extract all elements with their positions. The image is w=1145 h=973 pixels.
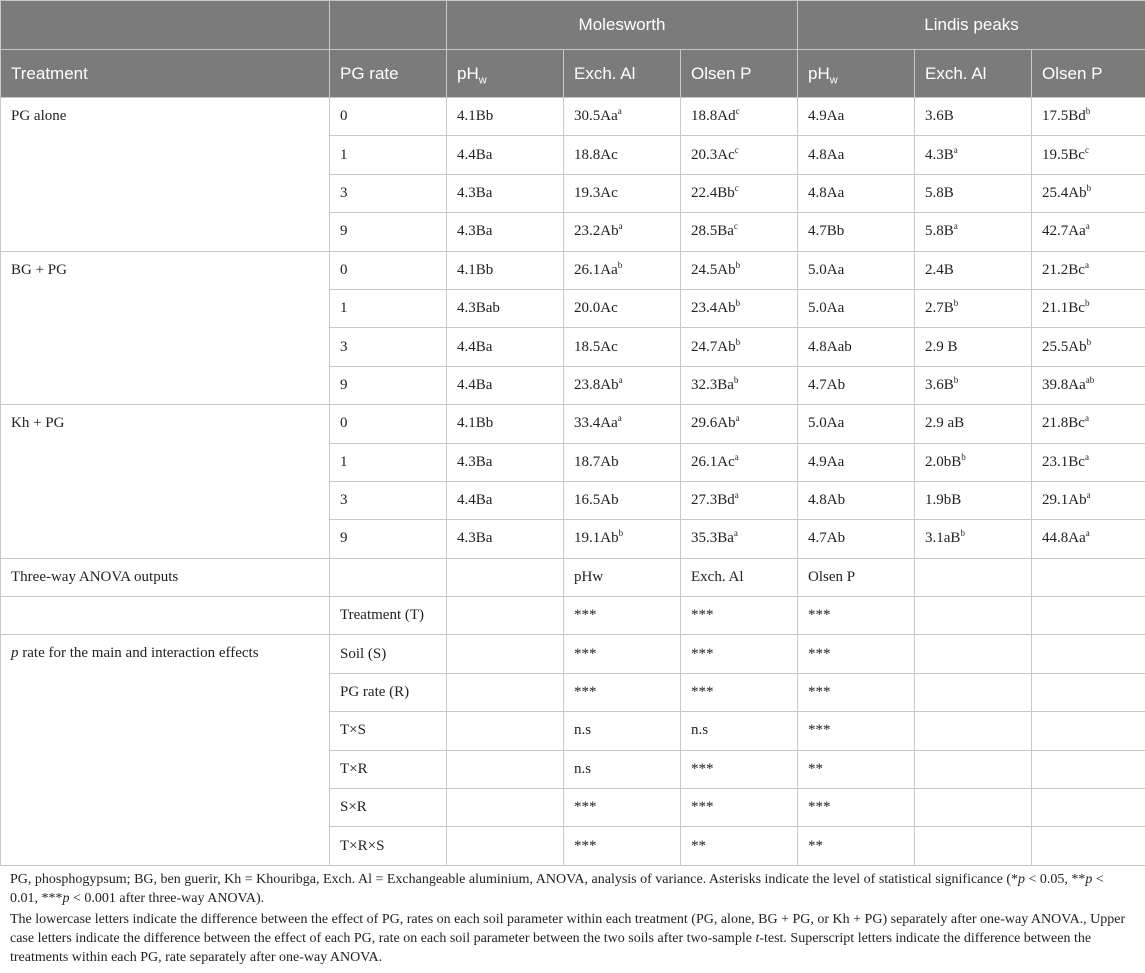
lindis-ph-cell: 4.9Aa <box>798 98 915 136</box>
anova-olsen-p-value: *** <box>798 789 915 827</box>
treatment-label: BG + PG <box>1 251 330 405</box>
lindis-ph-cell: 4.9Aa <box>798 443 915 481</box>
header-pg-rate: PG rate <box>330 50 447 98</box>
anova-olsen-p-value: *** <box>798 712 915 750</box>
molesworth-exch-al-cell: 23.8Ab$^a$ <box>564 366 681 404</box>
molesworth-ph-cell: 4.1Bb <box>447 98 564 136</box>
pg-rate-cell: 1 <box>330 289 447 327</box>
anova-blank <box>915 597 1032 635</box>
anova-exch-al-value: *** <box>681 673 798 711</box>
anova-blank <box>915 827 1032 865</box>
molesworth-exch-al-cell: 19.1Ab$^b$ <box>564 520 681 558</box>
anova-blank <box>1032 712 1145 750</box>
anova-effect-name: Treatment (T) <box>330 597 447 635</box>
pg-rate-cell: 1 <box>330 136 447 174</box>
anova-effect-name: T×R <box>330 750 447 788</box>
anova-blank <box>1032 827 1145 865</box>
anova-blank <box>915 635 1032 673</box>
lindis-ph-cell: 5.0Aa <box>798 251 915 289</box>
lindis-olsen-p-cell: 25.4Ab$^b$ <box>1032 174 1145 212</box>
anova-blank <box>1032 789 1145 827</box>
lindis-exch-al-cell: $2.0bB^b$ <box>915 443 1032 481</box>
molesworth-ph-cell: 4.3Ba <box>447 443 564 481</box>
molesworth-olsen-p-cell: 18.8Ad$^c$ <box>681 98 798 136</box>
lindis-exch-al-cell: $4.3B^a$ <box>915 136 1032 174</box>
molesworth-olsen-p-cell: 23.4Ab$^b$ <box>681 289 798 327</box>
anova-effect-name: T×S <box>330 712 447 750</box>
anova-blank <box>447 712 564 750</box>
lindis-ph-cell: 4.7Ab <box>798 366 915 404</box>
anova-effect-name: S×R <box>330 789 447 827</box>
molesworth-exch-al-cell: 18.7Ab <box>564 443 681 481</box>
anova-label-blank <box>1 597 330 635</box>
anova-title: Three-way ANOVA outputs <box>1 558 330 596</box>
anova-effect-name: T×R×S <box>330 827 447 865</box>
header-lindis-exch-al: Exch. Al <box>915 50 1032 98</box>
lindis-olsen-p-cell: 23.1Bc$^a$ <box>1032 443 1145 481</box>
anova-exch-al-value: *** <box>681 750 798 788</box>
header-row-columns <box>1 50 1145 98</box>
pg-rate-cell: 0 <box>330 98 447 136</box>
molesworth-olsen-p-cell: 24.7Ab$^b$ <box>681 328 798 366</box>
lindis-exch-al-cell: 1.9bB <box>915 481 1032 519</box>
anova-blank <box>447 597 564 635</box>
anova-exch-al-value: ** <box>681 827 798 865</box>
molesworth-exch-al-cell: 23.2Ab$^a$ <box>564 213 681 251</box>
anova-blank <box>330 558 447 596</box>
anova-blank <box>447 750 564 788</box>
header-molesworth-ph: $pH_w$ <box>447 50 564 98</box>
anova-blank <box>915 673 1032 711</box>
lindis-olsen-p-cell: 19.5Bc$^c$ <box>1032 136 1145 174</box>
lindis-olsen-p-cell: 44.8Aa$^a$ <box>1032 520 1145 558</box>
lindis-exch-al-cell: 2.9 B <box>915 328 1032 366</box>
anova-col-exch-al: Exch. Al <box>681 558 798 596</box>
anova-ph-value: *** <box>564 673 681 711</box>
anova-olsen-p-value: *** <box>798 673 915 711</box>
anova-blank <box>915 789 1032 827</box>
header-treatment: Treatment <box>1 50 330 98</box>
molesworth-olsen-p-cell: 20.3Ac$^c$ <box>681 136 798 174</box>
anova-exch-al-value: *** <box>681 597 798 635</box>
molesworth-olsen-p-cell: 35.3Ba$^a$ <box>681 520 798 558</box>
anova-blank <box>1032 673 1145 711</box>
anova-blank <box>447 558 564 596</box>
header-lindis-olsen-p: Olsen P <box>1032 50 1145 98</box>
table-row <box>1 251 1145 289</box>
table-footnotes <box>10 870 1135 969</box>
pg-rate-cell: 9 <box>330 520 447 558</box>
pg-rate-cell: 9 <box>330 213 447 251</box>
anova-ph-value: n.s <box>564 750 681 788</box>
molesworth-olsen-p-cell: 26.1Ac$^a$ <box>681 443 798 481</box>
header-lindis-ph: $pH_w$ <box>798 50 915 98</box>
anova-ph-value: *** <box>564 789 681 827</box>
lindis-olsen-p-cell: 21.8Bc$^a$ <box>1032 405 1145 443</box>
molesworth-exch-al-cell: 18.5Ac <box>564 328 681 366</box>
molesworth-ph-cell: 4.3Ba <box>447 213 564 251</box>
anova-col-ph: pHw <box>564 558 681 596</box>
lindis-olsen-p-cell: 29.1Ab$^a$ <box>1032 481 1145 519</box>
anova-ph-value: *** <box>564 827 681 865</box>
anova-blank <box>1032 635 1145 673</box>
lindis-exch-al-cell: $2.7B^b$ <box>915 289 1032 327</box>
anova-effect-name: PG rate (R) <box>330 673 447 711</box>
anova-blank <box>1032 558 1145 596</box>
pg-rate-cell: 0 <box>330 405 447 443</box>
pg-rate-cell: 1 <box>330 443 447 481</box>
molesworth-olsen-p-cell: 27.3Bd$^a$ <box>681 481 798 519</box>
lindis-ph-cell: 4.7Ab <box>798 520 915 558</box>
molesworth-olsen-p-cell: 32.3Ba$^b$ <box>681 366 798 404</box>
molesworth-ph-cell: 4.3Ba <box>447 174 564 212</box>
lindis-exch-al-cell: $3.6B^b$ <box>915 366 1032 404</box>
molesworth-exch-al-cell: 16.5Ab <box>564 481 681 519</box>
lindis-exch-al-cell: $3.1aB^b$ <box>915 520 1032 558</box>
anova-blank <box>1032 597 1145 635</box>
pg-rate-cell: 0 <box>330 251 447 289</box>
anova-exch-al-value: n.s <box>681 712 798 750</box>
header-row-groups <box>1 1 1145 50</box>
anova-olsen-p-value: ** <box>798 827 915 865</box>
header-blank-rate <box>330 1 447 50</box>
lindis-olsen-p-cell: $39.8Aa^{ab}$ <box>1032 366 1145 404</box>
lindis-olsen-p-cell: 25.5Ab$^b$ <box>1032 328 1145 366</box>
lindis-exch-al-cell: 2.9 aB <box>915 405 1032 443</box>
footnote-abbreviations: PG, phosphogypsum; BG, ben guerir, Kh = Khouribga, Exch. Al = Exchangeable aluminium, ANOVA, analysis of variance. Asterisks indicate the level of statistical significance (*p < 0.05, **p < 0.01, ***p < 0.001 after three-way ANOVA). <box>10 872 1104 906</box>
anova-olsen-p-value: *** <box>798 635 915 673</box>
anova-effect-name: Soil (S) <box>330 635 447 673</box>
molesworth-ph-cell: 4.1Bb <box>447 405 564 443</box>
pg-rate-cell: 3 <box>330 328 447 366</box>
anova-olsen-p-value: ** <box>798 750 915 788</box>
lindis-ph-cell: 4.7Bb <box>798 213 915 251</box>
anova-blank <box>447 635 564 673</box>
lindis-exch-al-cell: $5.8B^a$ <box>915 213 1032 251</box>
molesworth-ph-cell: 4.4Ba <box>447 481 564 519</box>
lindis-exch-al-cell: 5.8B <box>915 174 1032 212</box>
molesworth-olsen-p-cell: 24.5Ab$^b$ <box>681 251 798 289</box>
molesworth-ph-cell: 4.4Ba <box>447 328 564 366</box>
anova-exch-al-value: *** <box>681 635 798 673</box>
molesworth-olsen-p-cell: 28.5Ba$^c$ <box>681 213 798 251</box>
anova-exch-al-value: *** <box>681 789 798 827</box>
pg-rate-cell: 3 <box>330 481 447 519</box>
molesworth-exch-al-cell: 30.5Aa$^a$ <box>564 98 681 136</box>
anova-ph-value: n.s <box>564 712 681 750</box>
molesworth-ph-cell: 4.3Bab <box>447 289 564 327</box>
header-group-lindis-peaks: Lindis peaks <box>798 1 1145 50</box>
molesworth-exch-al-cell: 18.8Ac <box>564 136 681 174</box>
anova-row <box>1 597 1145 635</box>
lindis-olsen-p-cell: 17.5Bd$^b$ <box>1032 98 1145 136</box>
pg-rate-cell: 9 <box>330 366 447 404</box>
treatment-label: Kh + PG <box>1 405 330 559</box>
table-row <box>1 405 1145 443</box>
anova-ph-value: *** <box>564 597 681 635</box>
anova-row <box>1 635 1145 673</box>
anova-header-row <box>1 558 1145 596</box>
lindis-olsen-p-cell: 42.7Aa$^a$ <box>1032 213 1145 251</box>
molesworth-exch-al-cell: 33.4Aa$^a$ <box>564 405 681 443</box>
lindis-olsen-p-cell: 21.1Bc$^b$ <box>1032 289 1145 327</box>
molesworth-ph-cell: 4.4Ba <box>447 136 564 174</box>
molesworth-ph-cell: 4.3Ba <box>447 520 564 558</box>
lindis-ph-cell: 4.8Aa <box>798 136 915 174</box>
molesworth-exch-al-cell: 19.3Ac <box>564 174 681 212</box>
table-row <box>1 98 1145 136</box>
header-molesworth-exch-al: Exch. Al <box>564 50 681 98</box>
pg-rate-cell: 3 <box>330 174 447 212</box>
anova-blank <box>915 750 1032 788</box>
table-body <box>1 98 1145 866</box>
anova-col-olsen-p: Olsen P <box>798 558 915 596</box>
molesworth-ph-cell: 4.4Ba <box>447 366 564 404</box>
anova-blank <box>915 712 1032 750</box>
lindis-ph-cell: 4.8Aa <box>798 174 915 212</box>
lindis-ph-cell: 5.0Aa <box>798 289 915 327</box>
lindis-ph-cell: 4.8Aab <box>798 328 915 366</box>
anova-effects-label: p rate for the main and interaction effects <box>1 635 330 865</box>
lindis-ph-cell: 4.8Ab <box>798 481 915 519</box>
lindis-ph-cell: 5.0Aa <box>798 405 915 443</box>
anova-ph-value: *** <box>564 635 681 673</box>
molesworth-ph-cell: 4.1Bb <box>447 251 564 289</box>
lindis-exch-al-cell: 3.6B <box>915 98 1032 136</box>
molesworth-exch-al-cell: 26.1Aa$^b$ <box>564 251 681 289</box>
anova-blank <box>447 673 564 711</box>
anova-blank <box>915 558 1032 596</box>
anova-blank <box>1032 750 1145 788</box>
anova-blank <box>447 827 564 865</box>
lindis-exch-al-cell: 2.4B <box>915 251 1032 289</box>
treatment-label: PG alone <box>1 98 330 252</box>
molesworth-olsen-p-cell: 29.6Ab$^a$ <box>681 405 798 443</box>
header-blank-treatment <box>1 1 330 50</box>
header-molesworth-olsen-p: Olsen P <box>681 50 798 98</box>
molesworth-exch-al-cell: 20.0Ac <box>564 289 681 327</box>
molesworth-olsen-p-cell: 22.4Bb$^c$ <box>681 174 798 212</box>
anova-olsen-p-value: *** <box>798 597 915 635</box>
header-group-molesworth: Molesworth <box>447 1 798 50</box>
lindis-olsen-p-cell: 21.2Bc$^a$ <box>1032 251 1145 289</box>
anova-blank <box>447 789 564 827</box>
footnote-letters: The lowercase letters indicate the difference between the effect of PG, rates on each soil parameter within each treatment (PG, alone, BG + PG, or Kh + PG) separately after one-way ANOVA., Upper case letters indicate the difference between the effect of each PG, rate on each soil parameter between the two soils after two-sample t-test. Superscript letters indicate the difference between the treatments within each PG, rate separately after one-way ANOVA. <box>10 912 1126 965</box>
